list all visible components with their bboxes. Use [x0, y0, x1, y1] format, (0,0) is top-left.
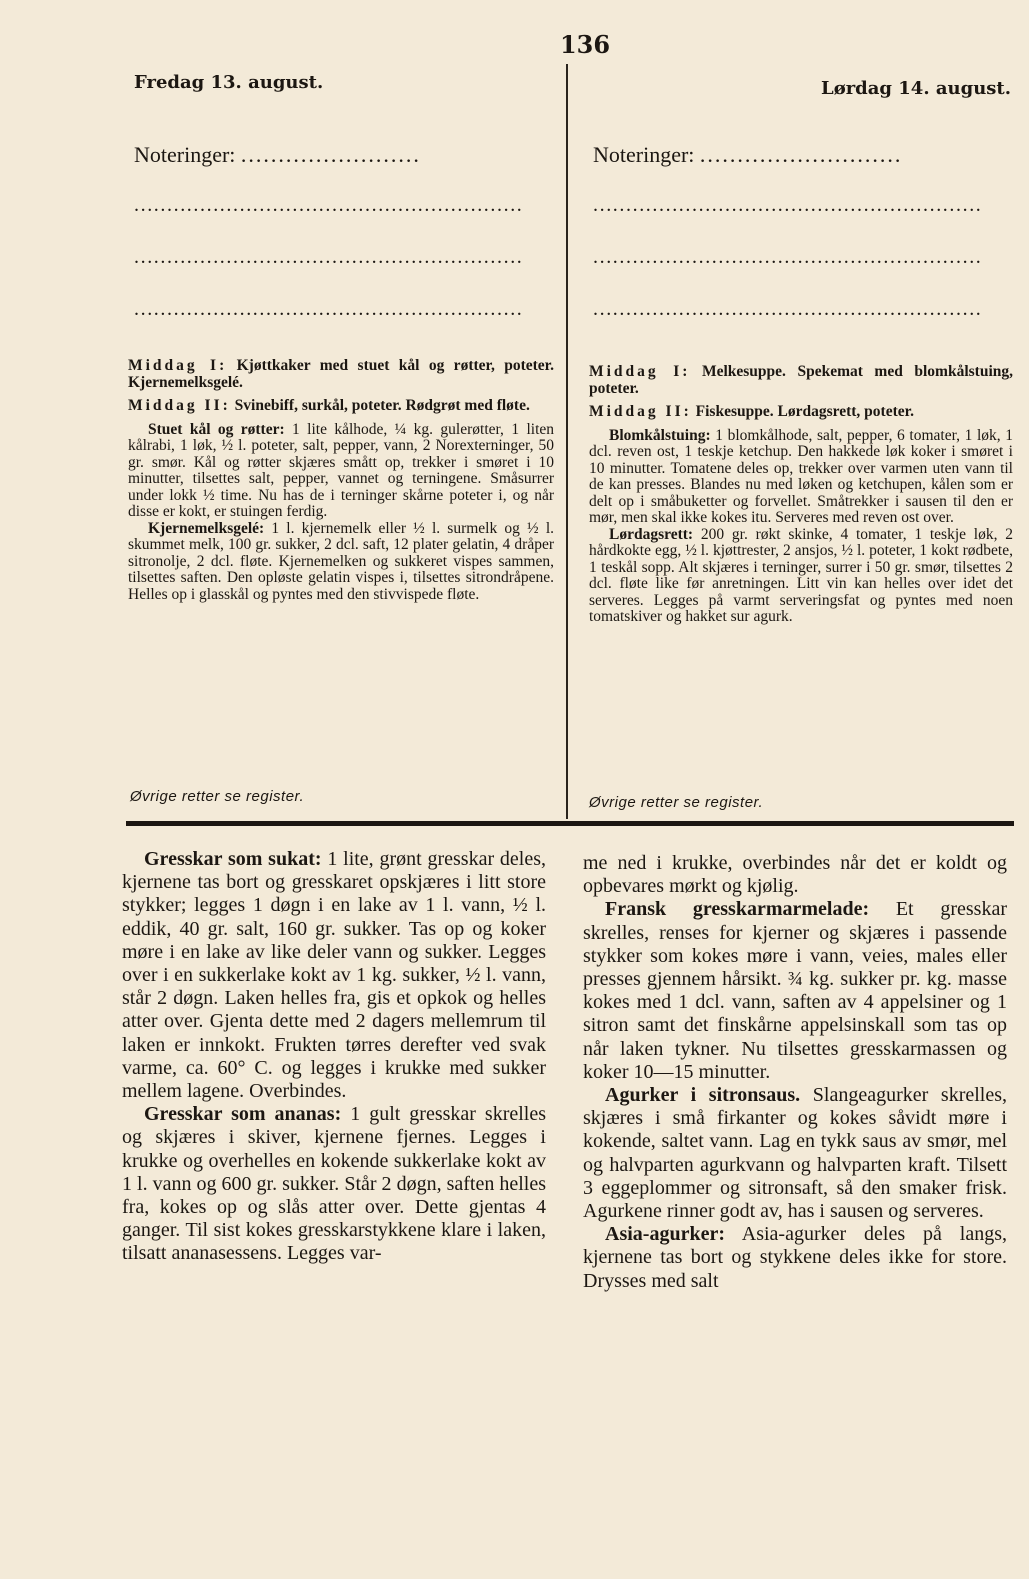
recipe-asia-agurker: Asia-agurker: Asia-agurker deles på langs, kjernene tas bort og stykkene deles ikke for store. Drysses med salt — [583, 1223, 1007, 1292]
column-divider — [566, 64, 568, 819]
right-date-heading: Lørdag 14. august. — [821, 78, 1011, 99]
left-middag-1: Middag I: Kjøttkaker med stuet kål og røtter, poteter. Kjernemelksgelé. — [128, 357, 555, 391]
left-notes-label: Noteringer: — [134, 142, 236, 167]
left-recipe-stuet-kal: Stuet kål og røtter: 1 lite kålhode, ¼ kg. gulerøtter, 1 liten kålrabi, 1 løk, ½ l. poteter, salt, pepper, vann, 2 Norexterninger, 50 gr. smør. Kål og røtter skjæres smått op, trekker i smøret i 10 minutter, tilsettes salt, pepper, vannet og terningene. Småsurrer under lokk ½ time. Nu has de i terninger skårne poteter i, og når disse er kokt, er stuingen ferdig. — [128, 420, 555, 520]
left-date-heading: Fredag 13. august. — [134, 72, 324, 93]
right-notes-dotted-line: ........................................................... — [593, 246, 983, 268]
page-number: 136 — [559, 30, 611, 59]
right-middag-1: Middag I: Melkesuppe. Spekemat med blomkålstuing, poteter. — [589, 363, 1014, 397]
recipe-gresskar-som-sukat: Gresskar som sukat: 1 lite, grønt gresskar deles, kjernene tas bort og gresskaret opskjæres i litt store stykker; legges 1 døgn i en lake av 1 l. vann, ½ l. eddik, 40 gr. salt, 160 gr. sukker. Tas op og koker møre i en lake av like deler vann og sukker. Legges over i en sukkerlake kokt av 1 kg. sukker, ½ l. vann, står 2 døgn. Laken helles fra, gis et opkok og helles atter over. Gjenta dette med 2 dagers mellemrum til laken er innkokt. Frukten tørres derefter ved svak varme, ca. 60° C. og legges i krukke med sukker mellem lagene. Overbindes. — [122, 848, 547, 1103]
right-recipe-lordagsrett: Lørdagsrett: 200 gr. røkt skinke, 4 tomater, 1 teskje løk, 2 hårdkokte egg, ½ l. kjøttrester, 2 ansjos, ½ l. poteter, 1 kokt rødbete, 1 teskål sopp. Alt skjæres i terninger, surrer i 50 gr. smør, tilsettes 2 dcl. fløte like før anretningen. Litt vin kan helles over idet det serveres. Legges på varmt serveringsfat og pyntes med noen tomatskiver og hakket sur agurk. — [589, 525, 1013, 625]
left-other-dishes-note: Øvrige retter se register. — [130, 788, 305, 805]
recipe-gresskar-som-ananas: Gresskar som ananas: 1 gult gresskar skrelles og skjæres i skiver, kjernene fjernes. Legges i krukke og overhelles en kokende sukkerlake kokt av 1 l. vann og 600 gr. sukker. Står 2 døgn, saften helles fra, kokes op og slås atter over. Dette gjentas 4 ganger. Til sist kokes gresskarstykkene klare i laken, tilsatt ananasessens. Legges var- — [122, 1103, 547, 1265]
left-notes-dotted-line: ........................................................... — [134, 194, 524, 216]
right-day-menu — [589, 364, 1013, 626]
bottom-left-column — [122, 848, 546, 1266]
section-divider-rule — [126, 821, 1014, 826]
left-notes-line: Noteringer: ........................ — [134, 142, 421, 167]
left-notes-dotted-line: ........................................................... — [134, 246, 524, 268]
right-notes-line: Noteringer: ........................... — [593, 142, 903, 167]
right-notes-dotted-line: ........................................................... — [593, 194, 983, 216]
recipe-continuation: me ned i krukke, overbindes når det er koldt og opbevares mørkt og kjølig. — [583, 852, 1007, 898]
right-notes-dotted-line: ........................................................... — [593, 298, 983, 320]
bottom-right-column — [583, 852, 1007, 1293]
right-notes-label: Noteringer: — [593, 142, 695, 167]
left-recipe-kjernemelksgele: Kjernemelksgelé: 1 l. kjernemelk eller ½ l. surmelk og ½ l. skummet melk, 100 gr. sukker, 2 dcl. saft, 12 plater gelatin, 4 dråper sitronolje, 2 dcl. fløte. Kjernemelken og sukkeret vispes sammen, tilsettes saften. Den opløste gelatin vispes i, tilsettes sitrondråpene. Helles op i glasskål og pyntes med den stivvispede fløte. — [128, 519, 555, 603]
right-middag-2: Middag II: Fiskesuppe. Lørdagsrett, poteter. — [589, 403, 914, 420]
recipe-fransk-gresskarmarmelade: Fransk gresskarmarmelade: Et gresskar skrelles, renses for kjerner og skjæres i passende stykker som kokes møre i vann, veies, males eller presses gjennem hårsikt. ¾ kg. sukker pr. kg. masse kokes med 1 dcl. vann, saften av 4 appelsiner og 1 sitron samt det finskårne appelsinskall som tas op når laken tykner. Nu tilsettes gresskarmassen og koker 10—15 minutter. — [583, 898, 1007, 1083]
left-middag-2: Middag II: Svinebiff, surkål, poteter. Rødgrøt med fløte. — [128, 397, 530, 414]
left-day-menu — [128, 358, 554, 627]
right-recipe-blomkalstuing: Blomkålstuing: 1 blomkålhode, salt, pepper, 6 tomater, 1 løk, 1 dcl. reven ost, 1 teskje ketchup. Den hakkede løk koker i smøret i 10 minutter. Tomatene deles op, trekker over varmen uten vann til de kan presses. Blandes nu med løken og ketchupen, kålen som er delt op i småbuketter og forvellet. Småtrekker i sausen til den er mør, men skal ikke kokes itu. Serveres med reven ost over. — [589, 426, 1014, 526]
recipe-agurker-i-sitronsaus: Agurker i sitronsaus. Slangeagurker skrelles, skjæres i små firkanter og kokes såvidt møre i kokende, saltet vann. Lag en tykk saus av smør, mel og halvparten agurkvann og halvparten kraft. Tilsett 3 eggeplommer og sitronsaft, så den smaker frisk. Agurkene rinner godt av, has i sausen og serveres. — [583, 1084, 1008, 1223]
right-other-dishes-note: Øvrige retter se register. — [589, 794, 764, 811]
left-notes-dotted-line: ........................................................... — [134, 298, 524, 320]
